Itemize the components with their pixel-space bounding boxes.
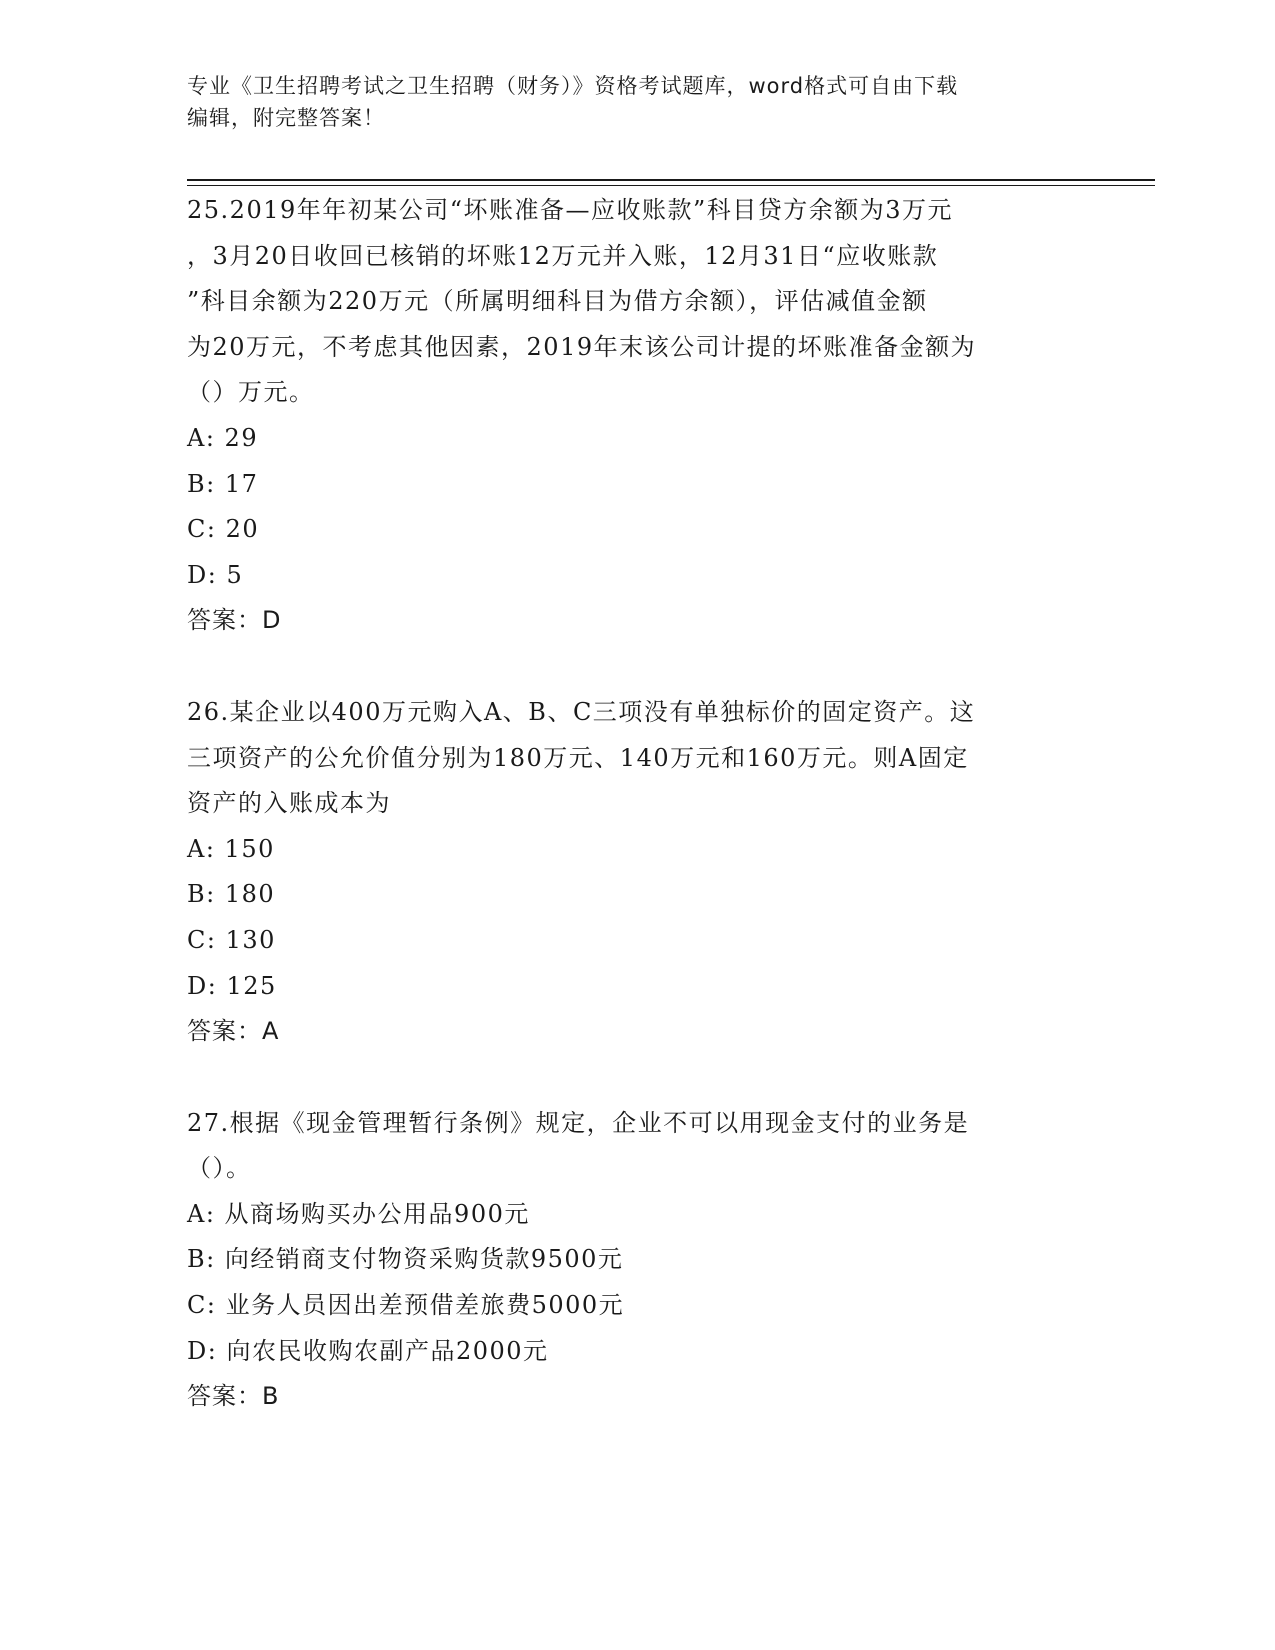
answer: 答案：A (187, 1017, 280, 1046)
question-text-line: （）。 (187, 1154, 252, 1183)
option-b: B: 17 (187, 469, 259, 498)
option-c: C: 20 (187, 515, 260, 544)
option-a: A: 29 (187, 423, 259, 452)
question-text-line: 25.2019年年初某公司“坏账准备—应收账款”科目贷方余额为3万元 (187, 196, 954, 224)
header-line-1: 专业《卫生招聘考试之卫生招聘（财务）》资格考试题库，word格式可自由下载 (187, 74, 959, 98)
document-header (187, 70, 1087, 134)
option-b: B: 180 (187, 880, 276, 909)
question-list (187, 188, 1087, 1466)
question-text-line: （）万元。 (187, 378, 315, 407)
question-27 (187, 1101, 1087, 1420)
option-d: D: 125 (187, 971, 277, 1000)
answer: 答案：D (187, 606, 282, 635)
question-25 (187, 188, 1087, 644)
question-26 (187, 690, 1087, 1055)
answer: 答案：B (187, 1382, 280, 1411)
option-c: C: 130 (187, 925, 276, 954)
question-text-line: ，3月20日收回已核销的坏账12万元并入账，12月31日“应收账款 (187, 241, 939, 270)
question-text-line: 26.某企业以400万元购入A、B、C三项没有单独标价的固定资产。这 (187, 697, 976, 726)
header-line-2: 编辑，附完整答案！ (187, 106, 385, 130)
option-c: C: 业务人员因出差预借差旅费5000元 (187, 1291, 625, 1320)
option-a: A: 150 (187, 834, 275, 863)
option-a: A: 从商场购买办公用品900元 (187, 1199, 530, 1228)
question-text-line: 三项资产的公允价值分别为180万元、140万元和160万元。则A固定 (187, 743, 969, 772)
header-divider-thick (187, 179, 1155, 181)
header-divider-thin (187, 185, 1155, 186)
option-b: B: 向经销商支付物资采购货款9500元 (187, 1245, 624, 1274)
question-text-line: 资产的入账成本为 (187, 789, 391, 818)
question-text-line: 27.根据《现金管理暂行条例》规定，企业不可以用现金支付的业务是 (187, 1108, 970, 1137)
option-d: D: 5 (187, 560, 244, 589)
question-text-line: ”科目余额为220万元（所属明细科目为借方余额），评估减值金额 (187, 287, 928, 316)
option-d: D: 向农民收购农副产品2000元 (187, 1336, 549, 1365)
question-text-line: 为20万元，不考虑其他因素，2019年末该公司计提的坏账准备金额为 (187, 332, 977, 361)
